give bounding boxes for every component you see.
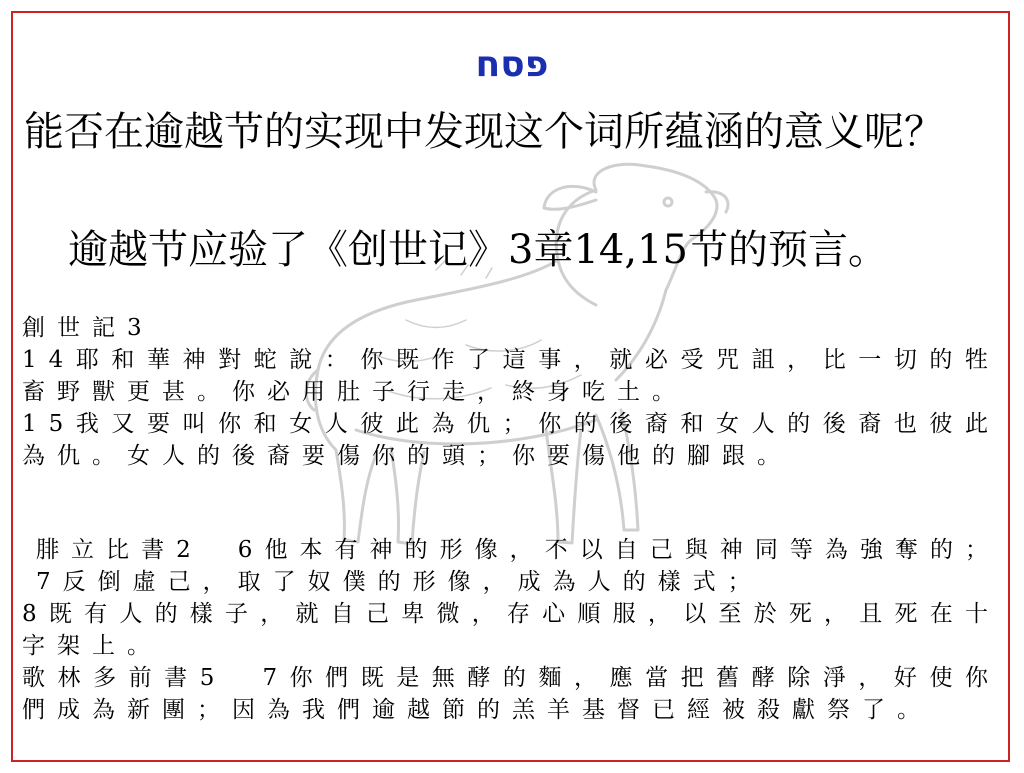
question-text: 能否在逾越节的实现中发现这个词所蕴涵的意义呢？ [24,109,944,155]
epistle-passages [22,534,1000,726]
philippians-verse-8: 8既有人的樣子，就自己卑微，存心順服，以至於死，且死在十字架上。 [22,601,1000,659]
genesis-heading: 創世記3 [22,315,154,341]
answer-text: 逾越节应验了《创世记》3章14,15节的预言。 [68,227,888,273]
genesis-passage [22,312,1000,472]
hebrew-title: פסח [475,44,549,85]
genesis-verse-15: 15我又要叫你和女人彼此為仇；你的後裔和女人的後裔也彼此為仇。女人的後裔要傷你的頭；你要傷他的腳跟。 [22,411,1000,469]
philippians-verses-6-7: 腓立比書2 6他本有神的形像，不以自己與神同等為強奪的；7反倒虛己，取了奴僕的形像，成為人的樣式； [36,537,1000,595]
corinthians-verse-7: 歌林多前書5 7你們既是無酵的麵，應當把舊酵除淨，好使你們成為新團；因為我們逾越節的羔羊基督已經被殺獻祭了。 [22,665,1000,723]
genesis-verse-14: 14耶和華神對蛇說：你既作了這事，就必受咒詛，比一切的牲畜野獸更甚。你必用肚子行走，終身吃土。 [22,347,1000,405]
